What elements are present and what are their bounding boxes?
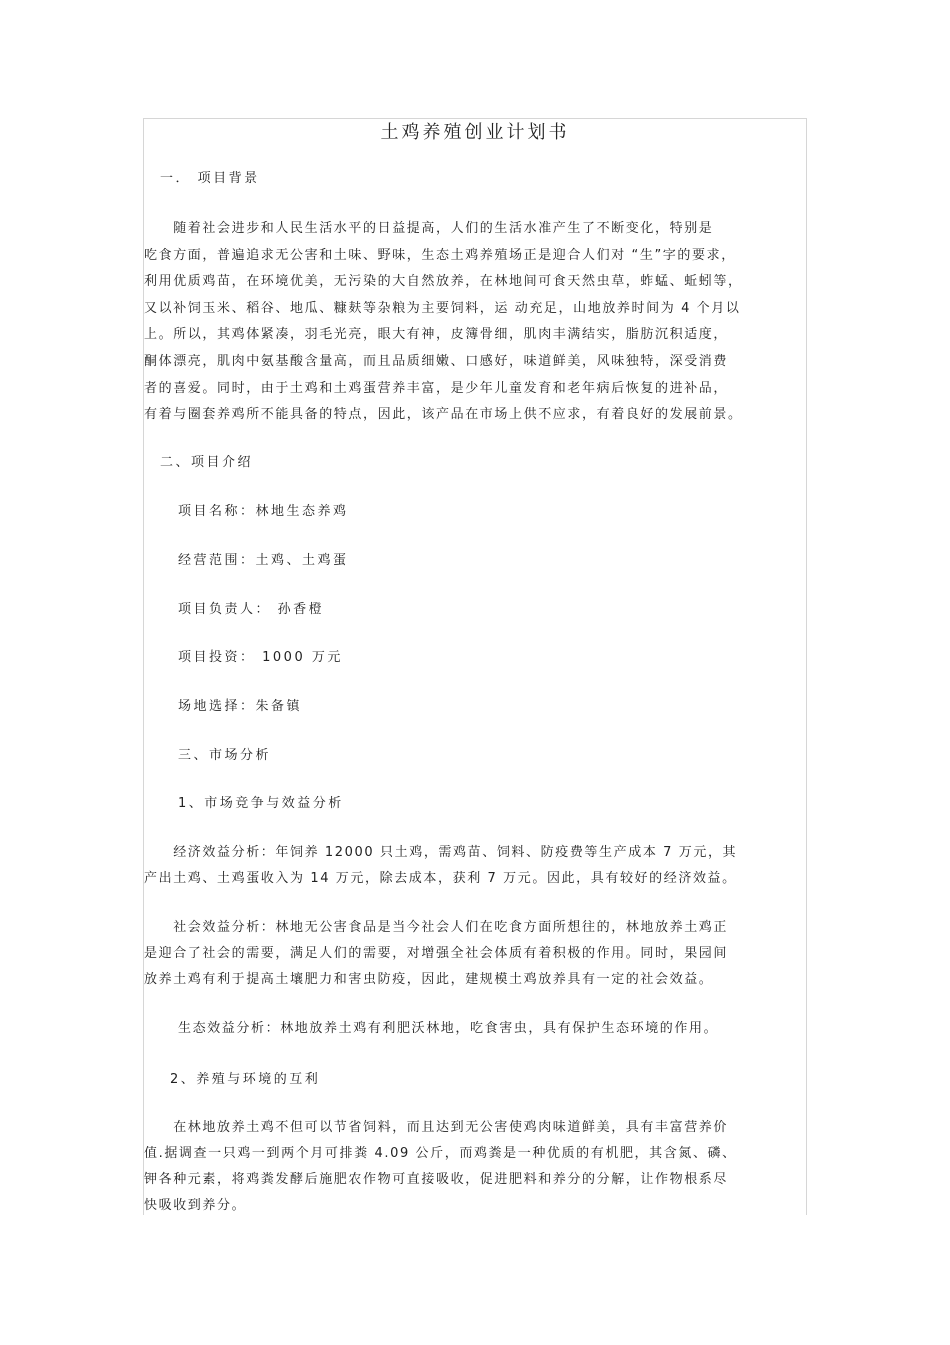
text-line: 社会效益分析：林地无公害食品是当今社会人们在吃食方面所想往的，林地放养土鸡正: [144, 920, 729, 935]
background-paragraph: [144, 216, 806, 429]
section-3-heading: 三、市场分析: [178, 748, 272, 763]
text-line: 有着与圈套养鸡所不能具备的特点，因此，该产品在市场上供不应求，有着良好的发展前景。: [144, 407, 743, 423]
text-line: 随着社会进步和人民生活水平的日益提高，人们的生活水准产生了不断变化，特别是: [144, 221, 714, 236]
ecological-benefit-line: 生态效益分析：林地放养土鸡有利肥沃林地，吃食害虫，具有保护生态环境的作用。: [178, 1021, 719, 1036]
subsection-1-heading: 1、市场竞争与效益分析: [178, 796, 344, 811]
section-2-heading: 二、项目介绍: [160, 455, 254, 470]
text-line: 又以补饲玉米、稻谷、地瓜、糠麸等杂粮为主要饲料，运 动充足，山地放养时间为 4 个月以: [144, 300, 741, 316]
project-name: 项目名称：林地生态养鸡: [178, 504, 349, 519]
environment-paragraph: [144, 1115, 806, 1219]
section-1-heading: 一． 项目背景: [160, 171, 260, 186]
site-selection: 场地选择：朱备镇: [178, 699, 303, 714]
text-line: 放养土鸡有利于提高土壤肥力和害虫防疫，因此，建规模土鸡放养具有一定的社会效益。: [144, 972, 714, 987]
text-line: 快吸收到养分。: [144, 1198, 247, 1213]
text-line: 酮体漂亮，肌肉中氨基酸含量高，而且品质细嫩、口感好，味道鲜美，风味独特，深受消费: [144, 353, 729, 369]
text-line: 钾各种元素，将鸡粪发酵后施肥农作物可直接吸收，促进肥料和养分的分解，让作物根系尽: [144, 1172, 729, 1187]
text-line: 吃食方面，普遍追求无公害和土味、野味，生态土鸡养殖场正是迎合人们对 “生”字的要求，: [144, 247, 736, 263]
text-line: 在林地放养土鸡不但可以节省饲料，而且达到无公害使鸡肉味道鲜美，具有丰富营养价: [144, 1120, 729, 1135]
economic-benefit-paragraph: [144, 840, 806, 892]
text-line: 利用优质鸡苗，在环境优美，无污染的大自然放养，在林地间可食天然虫草，蚱蜢、蚯蚓等，: [144, 274, 743, 290]
project-manager: 项目负责人： 孙香橙: [178, 602, 325, 617]
text-line: 经济效益分析：年饲养 12000 只土鸡，需鸡苗、饲料、防疫费等生产成本 7 万元，其: [144, 845, 738, 860]
text-line: 是迎合了社会的需要，满足人们的需要，对增强全社会体质有着积极的作用。同时，果园间: [144, 946, 729, 961]
text-line: 值.据调查一只鸡一到两个月可排粪 4.09 公斤，而鸡粪是一种优质的有机肥，其含氮、磷、: [144, 1146, 737, 1161]
project-investment: 项目投资： 1000 万元: [178, 650, 343, 665]
social-benefit-paragraph: [144, 915, 806, 993]
business-scope: 经营范围：土鸡、土鸡蛋: [178, 553, 349, 568]
text-line: 者的喜爱。同时，由于土鸡和土鸡蛋营养丰富，是少年儿童发育和老年病后恢复的进补品，: [144, 380, 729, 396]
text-line: 产出土鸡、土鸡蛋收入为 14 万元，除去成本，获利 7 万元。因此，具有较好的经济效益。: [144, 871, 737, 886]
text-line: 上。所以，其鸡体紧凑，羽毛光亮，眼大有神，皮簿骨细，肌肉丰满结实，脂肪沉积适度，: [144, 327, 729, 343]
document-title: 土鸡养殖创业计划书: [380, 122, 570, 143]
subsection-2-heading: 2、养殖与环境的互利: [170, 1072, 321, 1087]
